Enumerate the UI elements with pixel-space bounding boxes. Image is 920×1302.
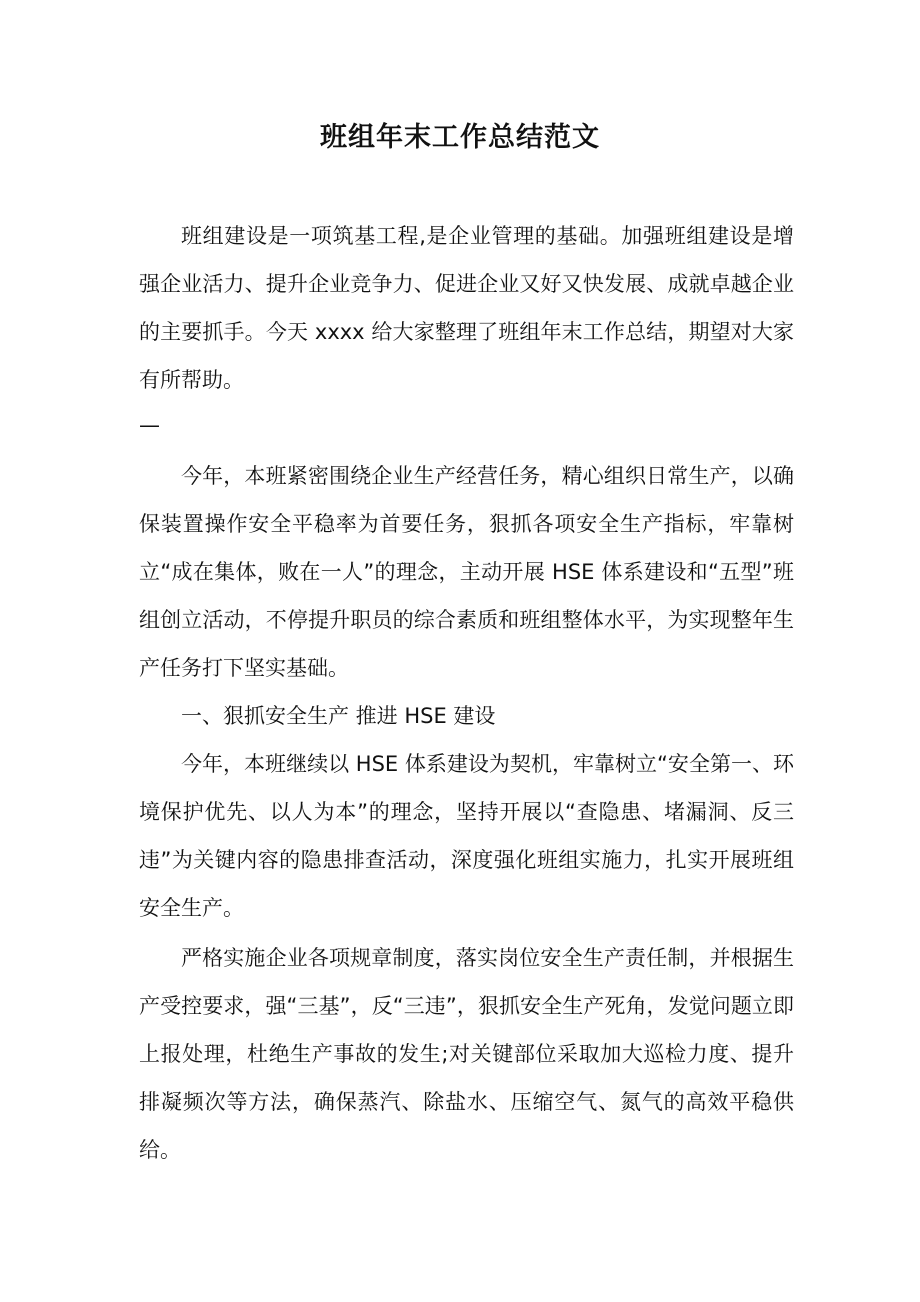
document-body	[139, 212, 794, 1174]
document-title: 班组年末工作总结范文	[320, 122, 600, 153]
section-heading: 一、狠抓安全生产 推进 HSE 建设	[181, 704, 496, 728]
section-paragraph: 严格实施企业各项规章制度，落实岗位安全生产责任制，并根据生产受控要求，强“三基”，反“三违”，狠抓安全生产死角，发觉问题立即上报处理，杜绝生产事故的发生;对关键部位采取加大巡检力度、提升排凝频次等方法，确保蒸汽、除盐水、压缩空气、氮气的高效平稳供给。	[139, 946, 794, 1162]
section-paragraph: 今年，本班继续以 HSE 体系建设为契机，牢靠树立“安全第一、环境保护优先、以人为本”的理念，坚持开展以“查隐患、堵漏洞、反三违”为关键内容的隐患排查活动，深度强化班组实施力，扎实开展班组安全生产。	[139, 752, 794, 920]
overview-paragraph: 今年，本班紧密围绕企业生产经营任务，精心组织日常生产，以确保装置操作安全平稳率为首要任务，狠抓各项安全生产指标，牢靠树立“成在集体，败在一人”的理念，主动开展 HSE 体系建设和“五型”班组创立活动，不停提升职员的综合素质和班组整体水平，为实现整年生产任务打下坚实基础。	[139, 464, 794, 680]
section-divider: —	[139, 413, 160, 437]
intro-paragraph: 班组建设是一项筑基工程,是企业管理的基础。加强班组建设是增强企业活力、提升企业竞争力、促进企业又好又快发展、成就卓越企业的主要抓手。今天 xxxx 给大家整理了班组年末工作总结，期望对大家有所帮助。	[139, 224, 794, 392]
